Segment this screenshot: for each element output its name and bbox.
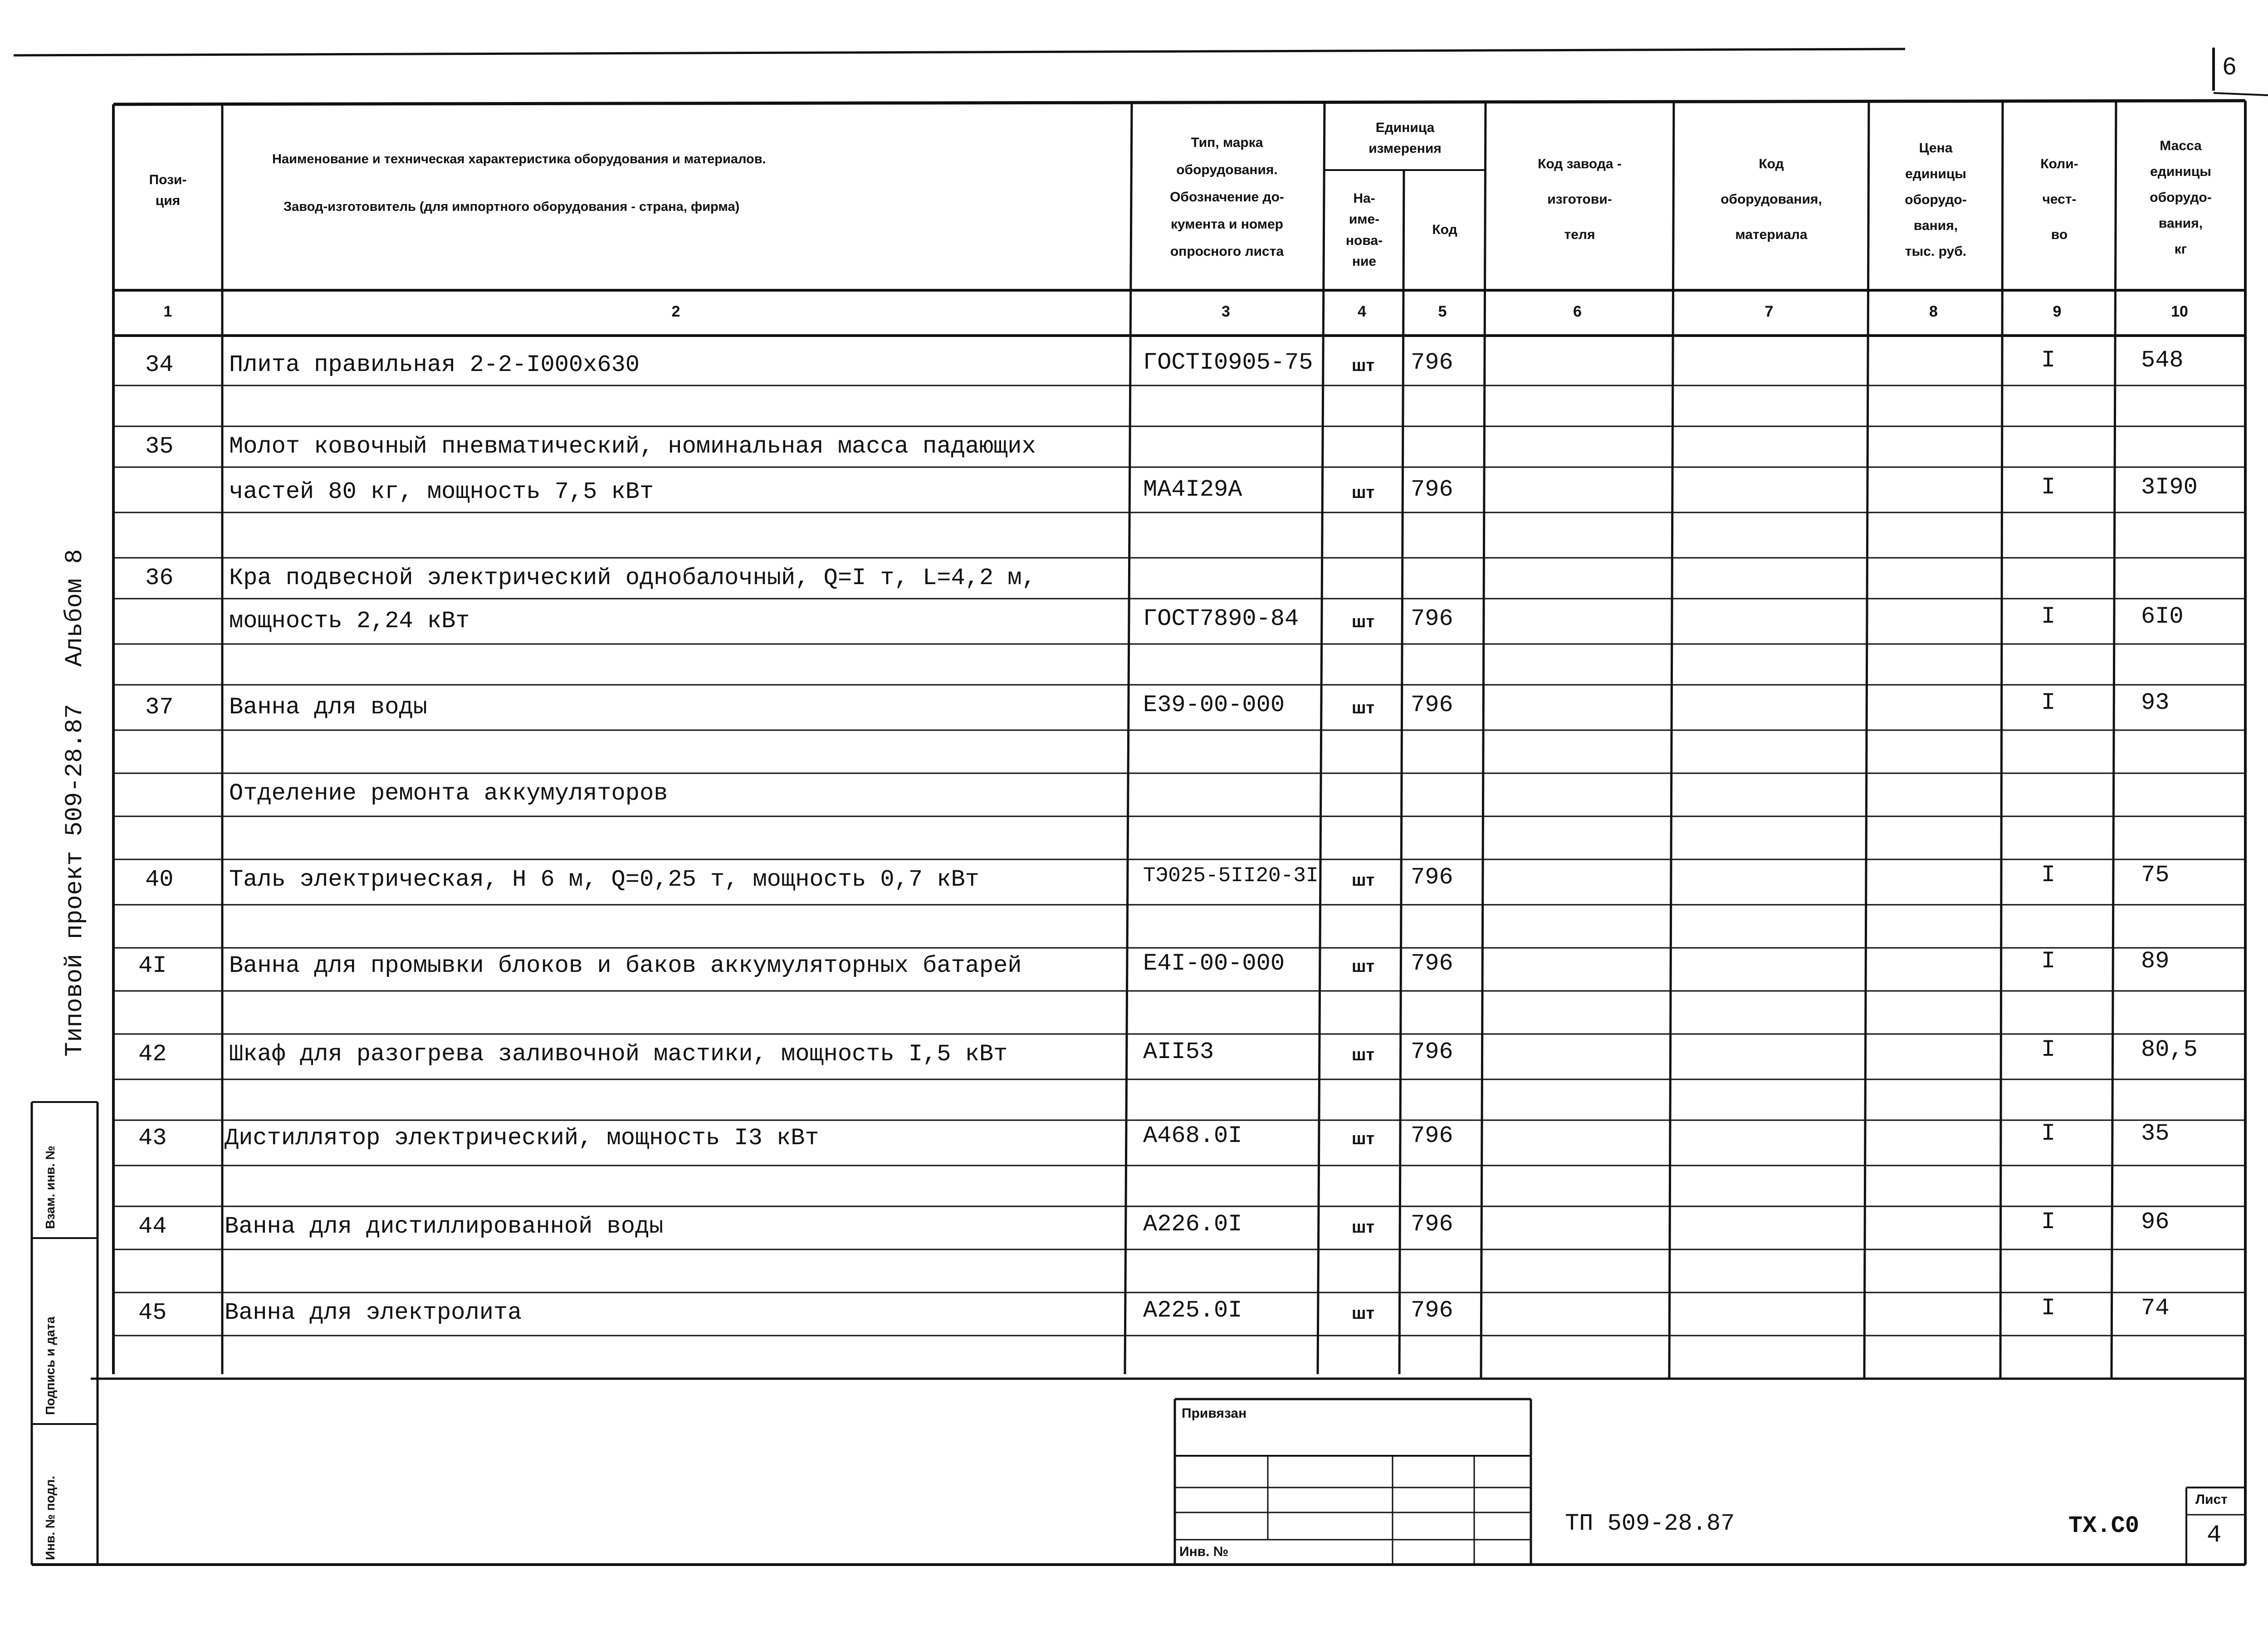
col-number-9: 9	[2053, 303, 2062, 320]
table-row-type: А468.0I	[1143, 1122, 1242, 1149]
table-row-pos: 42	[138, 1041, 167, 1068]
titleblock-sheet-number: 4	[2207, 1522, 2222, 1549]
header-unit-name: На- име- нова- ние	[1345, 190, 1383, 269]
header-quantity: Коли- чест- во	[2040, 156, 2078, 242]
table-row-pos: 35	[145, 433, 174, 460]
header-factory-code: Код завода - изготови- теля	[1538, 156, 1622, 242]
table-row-qty: I	[2041, 689, 2056, 716]
table-row-name: Шкаф для разогрева заливочной мастики, мощность I,5 кВт	[229, 1041, 1008, 1068]
stamp-label-replace: Взам. инв. №	[43, 1146, 57, 1229]
table-row-unit: шт	[1351, 1304, 1375, 1323]
stamp-label-signature: Подпись и дата	[43, 1317, 57, 1415]
table-row-mass: 6I0	[2141, 603, 2184, 630]
table-row-name-cont: частей 80 кг, мощность 7,5 кВт	[229, 478, 654, 505]
table-row-pos: 37	[145, 694, 174, 721]
titleblock-sheet-label: Лист	[2195, 1492, 2228, 1507]
project-label: Типовой проект 509-28.87	[61, 704, 89, 1057]
table-row-code: 796	[1411, 1297, 1453, 1324]
page-number: 6	[2223, 53, 2237, 80]
col-number-3: 3	[1222, 303, 1230, 320]
table-row-pos: 36	[145, 565, 174, 591]
table-row-code: 796	[1411, 349, 1453, 376]
header-type: Тип, марка оборудования. Обозначение до- кумента и номер опросного листа	[1170, 135, 1284, 259]
table-row-mass: 3I90	[2141, 474, 2198, 501]
table-row-type: ТЭ025-5II20-3I	[1143, 864, 1319, 888]
table-row-qty: I	[2041, 1036, 2056, 1063]
table-row-unit: шт	[1351, 1218, 1375, 1237]
table-row-name: Ванна для дистиллированной воды	[225, 1213, 664, 1240]
titleblock-privyazan: Привязан	[1182, 1406, 1247, 1421]
table-row-qty: I	[2041, 347, 2056, 374]
table-row-code: 796	[1411, 692, 1453, 718]
table-row-pos: 45	[138, 1299, 167, 1326]
col-number-2: 2	[671, 303, 680, 320]
table-row-code: 796	[1411, 1039, 1453, 1065]
table-row-unit: шт	[1351, 1045, 1375, 1064]
col-number-6: 6	[1573, 303, 1582, 320]
table-row-type: МА4I29А	[1143, 476, 1242, 503]
header-name-line1: Наименование и техническая характеристика оборудования и материалов.	[272, 152, 766, 166]
table-row-code: 796	[1411, 1122, 1453, 1149]
section-heading: Отделение ремонта аккумуляторов	[229, 780, 668, 807]
table-row-mass: 75	[2141, 862, 2170, 888]
table-row-type: Е39-00-000	[1143, 692, 1285, 718]
col-number-10: 10	[2171, 303, 2188, 320]
titleblock-doc-mark: ТХ.С0	[2068, 1512, 2140, 1539]
table-row-name: Молот ковочный пневматический, номинальная масса падающих	[229, 433, 1036, 460]
header-unit: Единица измерения	[1369, 120, 1442, 156]
header-price: Цена единицы оборудо- вания, тыс. руб.	[1905, 140, 1967, 259]
table-row-code: 796	[1411, 864, 1453, 891]
table-row-unit: шт	[1351, 483, 1375, 502]
table-row-qty: I	[2041, 603, 2056, 630]
table-row-type: Е4I-00-000	[1143, 950, 1285, 977]
table-row-name: Ванна для промывки блоков и баков аккумуляторных батарей	[229, 952, 1022, 979]
col-number-5: 5	[1438, 303, 1447, 320]
header-equipment-code: Код оборудования, материала	[1721, 156, 1822, 242]
table-row-code: 796	[1411, 1211, 1453, 1238]
table-row-mass: 35	[2141, 1120, 2170, 1147]
col-number-4: 4	[1358, 303, 1366, 320]
table-row-unit: шт	[1351, 957, 1375, 976]
header-unit-code: Код	[1432, 222, 1457, 238]
stamp-label-inventory: Инв. № подл.	[43, 1476, 57, 1560]
table-row-qty: I	[2041, 948, 2056, 975]
col-number-1: 1	[163, 303, 172, 320]
table-row-type: А226.0I	[1143, 1211, 1242, 1238]
table-row-unit: шт	[1351, 871, 1375, 890]
table-row-pos: 4I	[138, 952, 167, 979]
col-number-7: 7	[1765, 303, 1774, 320]
table-row-name: Кра подвесной электрический однобалочный, Q=I т, L=4,2 м,	[229, 565, 1036, 591]
col-number-8: 8	[1929, 303, 1938, 320]
table-row-type: ГОСТ7890-84	[1143, 605, 1299, 632]
table-row-name-cont: мощность 2,24 кВт	[229, 608, 470, 634]
table-row-name: Плита правильная 2-2-I000х630	[229, 351, 640, 378]
table-row-mass: 80,5	[2141, 1036, 2198, 1063]
table-row-qty: I	[2041, 1209, 2056, 1235]
table-row-type: А225.0I	[1143, 1297, 1242, 1324]
header-position: Пози- ция	[149, 172, 187, 208]
table-row-mass: 96	[2141, 1209, 2170, 1235]
table-row-mass: 74	[2141, 1295, 2170, 1322]
table-row-unit: шт	[1351, 698, 1375, 717]
table-row-qty: I	[2041, 474, 2056, 501]
table-row-unit: шт	[1351, 356, 1375, 375]
table-row-mass: 548	[2141, 347, 2184, 374]
header-name-line2: Завод-изготовитель (для импортного оборудования - страна, фирма)	[284, 200, 740, 214]
table-row-name: Таль электрическая, Н 6 м, Q=0,25 т, мощность 0,7 кВт	[229, 866, 979, 893]
table-row-qty: I	[2041, 1120, 2056, 1147]
table-row-name: Дистиллятор электрический, мощность I3 кВт	[225, 1125, 819, 1151]
table-row-mass: 93	[2141, 689, 2170, 716]
table-row-type: ГОСТI0905-75	[1143, 349, 1313, 376]
table-row-unit: шт	[1351, 1129, 1375, 1148]
table-row-type: АII53	[1143, 1039, 1214, 1065]
table-row-code: 796	[1411, 605, 1453, 632]
table-row-qty: I	[2041, 1295, 2056, 1322]
titleblock-doc-code: ТП 509-28.87	[1565, 1510, 1735, 1537]
album-label: Альбом 8	[61, 549, 89, 667]
table-row-name: Ванна для электролита	[225, 1299, 522, 1326]
table-row-unit: шт	[1351, 612, 1375, 631]
table-row-pos: 43	[138, 1125, 167, 1151]
table-row-pos: 34	[145, 351, 174, 378]
table-row-mass: 89	[2141, 948, 2170, 975]
table-row-name: Ванна для воды	[229, 694, 427, 721]
table-row-code: 796	[1411, 476, 1453, 503]
table-row-qty: I	[2041, 862, 2056, 888]
titleblock-inv-no: Инв. №	[1179, 1544, 1229, 1559]
header-mass: Масса единицы оборудо- вания, кг	[2150, 138, 2212, 257]
table-row-pos: 40	[145, 866, 174, 893]
table-row-code: 796	[1411, 950, 1453, 977]
table-row-pos: 44	[138, 1213, 167, 1240]
